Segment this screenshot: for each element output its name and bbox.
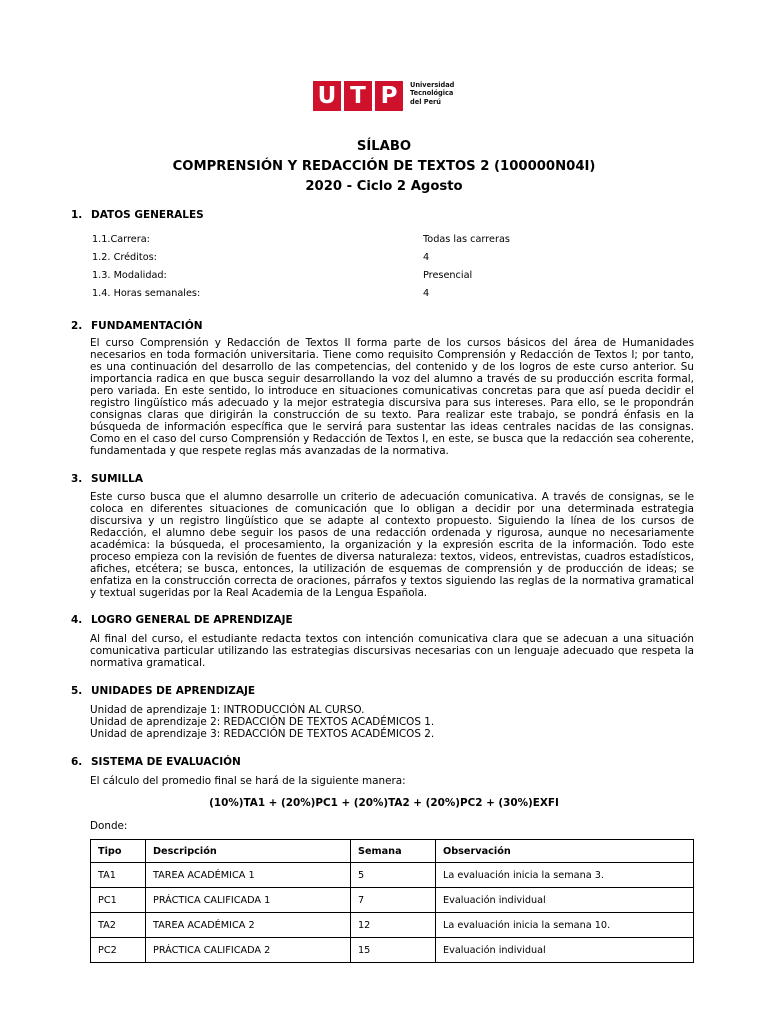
section-heading-unidades (71, 685, 255, 698)
unidad-item-3: Unidad de aprendizaje 3: REDACCIÓN DE TEXTOS ACADÉMICOS 2. (90, 728, 435, 740)
cell-semana: 5 (351, 863, 436, 888)
datos-value-modalidad: Presencial (423, 270, 473, 281)
table-row (91, 913, 694, 938)
section-heading-datos (71, 209, 204, 222)
logo-letter-p: P (375, 81, 403, 111)
section-title: SUMILLA (91, 473, 143, 485)
cell-tipo: PC2 (91, 938, 146, 963)
cell-descripcion: PRÁCTICA CALIFICADA 1 (146, 888, 351, 913)
section-heading-evaluacion (71, 756, 241, 769)
section-title: LOGRO GENERAL DE APRENDIZAJE (91, 614, 293, 626)
cell-descripcion: TAREA ACADÉMICA 2 (146, 913, 351, 938)
cell-observacion: Evaluación individual (436, 888, 694, 913)
sumilla-text: Este curso busca que el alumno desarrolle un criterio de adecuación comunicativa. A través de consignas, se le coloca en diferentes situaciones de comunicación que lo obligan a decidir por una determinada estrategia discursiva y un registro lingüístico que se adapte al contexto propuesto. Siguiendo la línea de los cursos de Redacción, el alumno debe seguir los pasos de una redacción ordenada y rigurosa, aunque no necesariamente académica: la búsqueda, el procesamiento, la organización y la expresión escrita de la información. Todo este proceso empieza con la revisión de fuentes de diversa naturaleza: textos, videos, entrevistas, cuadros estadísticos, afiches, etcétera; se busca, entonces, la utilización de esquemas de comprensión y de producción de ideas; se enfatiza en la construcción correcta de oraciones, párrafos y textos siguiendo las reglas de la normativa gramatical y textual sugeridas por la Real Academia de la Lengua Española. (90, 491, 694, 599)
course-title: COMPRENSIÓN Y REDACCIÓN DE TEXTOS 2 (100000N04I) (172, 159, 596, 174)
logo-letter-u: U (313, 81, 341, 111)
cell-tipo: TA1 (91, 863, 146, 888)
section-heading-sumilla (71, 473, 143, 486)
cell-semana: 12 (351, 913, 436, 938)
datos-label-carrera: 1.1.Carrera: (92, 234, 150, 245)
column-header-observacion: Observación (436, 840, 694, 863)
section-number: 1. (71, 209, 83, 221)
section-heading-logro (71, 614, 293, 627)
unidad-item-1: Unidad de aprendizaje 1: INTRODUCCIÓN AL CURSO. (90, 704, 365, 716)
cell-semana: 7 (351, 888, 436, 913)
document-title: SÍLABO (356, 139, 412, 154)
cell-semana: 15 (351, 938, 436, 963)
evaluation-table (90, 839, 694, 963)
column-header-descripcion: Descripción (146, 840, 351, 863)
datos-value-horas: 4 (423, 288, 430, 299)
cell-descripcion: PRÁCTICA CALIFICADA 2 (146, 938, 351, 963)
cell-tipo: PC1 (91, 888, 146, 913)
section-heading-fundamentacion (71, 320, 203, 333)
datos-label-creditos: 1.2. Créditos: (92, 252, 157, 263)
section-number: 3. (71, 473, 83, 485)
section-title: FUNDAMENTACIÓN (91, 320, 203, 332)
logo-university-name: Universidad Tecnológica del Perú (410, 81, 455, 106)
datos-label-modalidad: 1.3. Modalidad: (92, 270, 167, 281)
utp-logo (313, 78, 455, 112)
table-row (91, 938, 694, 963)
table-row (91, 888, 694, 913)
evaluacion-intro: El cálculo del promedio final se hará de la siguiente manera: (90, 775, 406, 787)
cell-descripcion: TAREA ACADÉMICA 1 (146, 863, 351, 888)
fundamentacion-text: El curso Comprensión y Redacción de Textos II forma parte de los cursos básicos del área de Humanidades necesarios en toda formación universitaria. Tiene como requisito Comprensión y Redacción de Textos I; por tanto, es una continuación del desarrollo de las competencias, del contenido y de los logros de este curso anterior. Su importancia radica en que busca seguir desarrollando la voz del alumno a través de su producción escrita formal, pero variada. En este sentido, lo introduce en situaciones comunicativas concretas para que así pueda decidir el registro lingüístico más adecuado y la mejor estrategia discursiva para sus intereses. Para ello, se le propondrán consignas claras que dirigirán la construcción de su texto. Para realizar este trabajo, se pondrá énfasis en la búsqueda de información específica que le servirá para sustentar las ideas centrales nacidas de las consignas. Como en el caso del curso Comprensión y Redacción de Textos I, en este, se busca que la redacción sea coherente, fundamentada y que respete reglas más avanzadas de la normativa. (90, 337, 694, 457)
course-period: 2020 - Ciclo 2 Agosto (305, 179, 463, 194)
logo-letter-t: T (344, 81, 372, 111)
table-row (91, 863, 694, 888)
section-title: SISTEMA DE EVALUACIÓN (91, 756, 241, 768)
section-title: UNIDADES DE APRENDIZAJE (91, 685, 256, 697)
section-number: 4. (71, 614, 83, 626)
table-header-row (91, 840, 694, 863)
section-title: DATOS GENERALES (91, 209, 204, 221)
unidad-item-2: Unidad de aprendizaje 2: REDACCIÓN DE TEXTOS ACADÉMICOS 1. (90, 716, 435, 728)
datos-label-horas: 1.4. Horas semanales: (92, 288, 201, 299)
datos-value-creditos: 4 (423, 252, 430, 263)
datos-value-carrera: Todas las carreras (423, 234, 510, 245)
cell-observacion: Evaluación individual (436, 938, 694, 963)
cell-tipo: TA2 (91, 913, 146, 938)
cell-observacion: La evaluación inicia la semana 3. (436, 863, 694, 888)
column-header-tipo: Tipo (91, 840, 146, 863)
evaluacion-donde: Donde: (90, 820, 128, 832)
cell-observacion: La evaluación inicia la semana 10. (436, 913, 694, 938)
section-number: 6. (71, 756, 83, 768)
evaluacion-formula: (10%)TA1 + (20%)PC1 + (20%)TA2 + (20%)PC2 + (30%)EXFI (209, 797, 559, 809)
section-number: 2. (71, 320, 83, 332)
column-header-semana: Semana (351, 840, 436, 863)
section-number: 5. (71, 685, 83, 697)
logro-text: Al final del curso, el estudiante redacta textos con intención comunicativa clara que se adecuan a una situación comunicativa particular utilizando las estrategias discursivas necesarias con un lenguaje adecuado que respeta la normativa gramatical. (90, 633, 694, 669)
